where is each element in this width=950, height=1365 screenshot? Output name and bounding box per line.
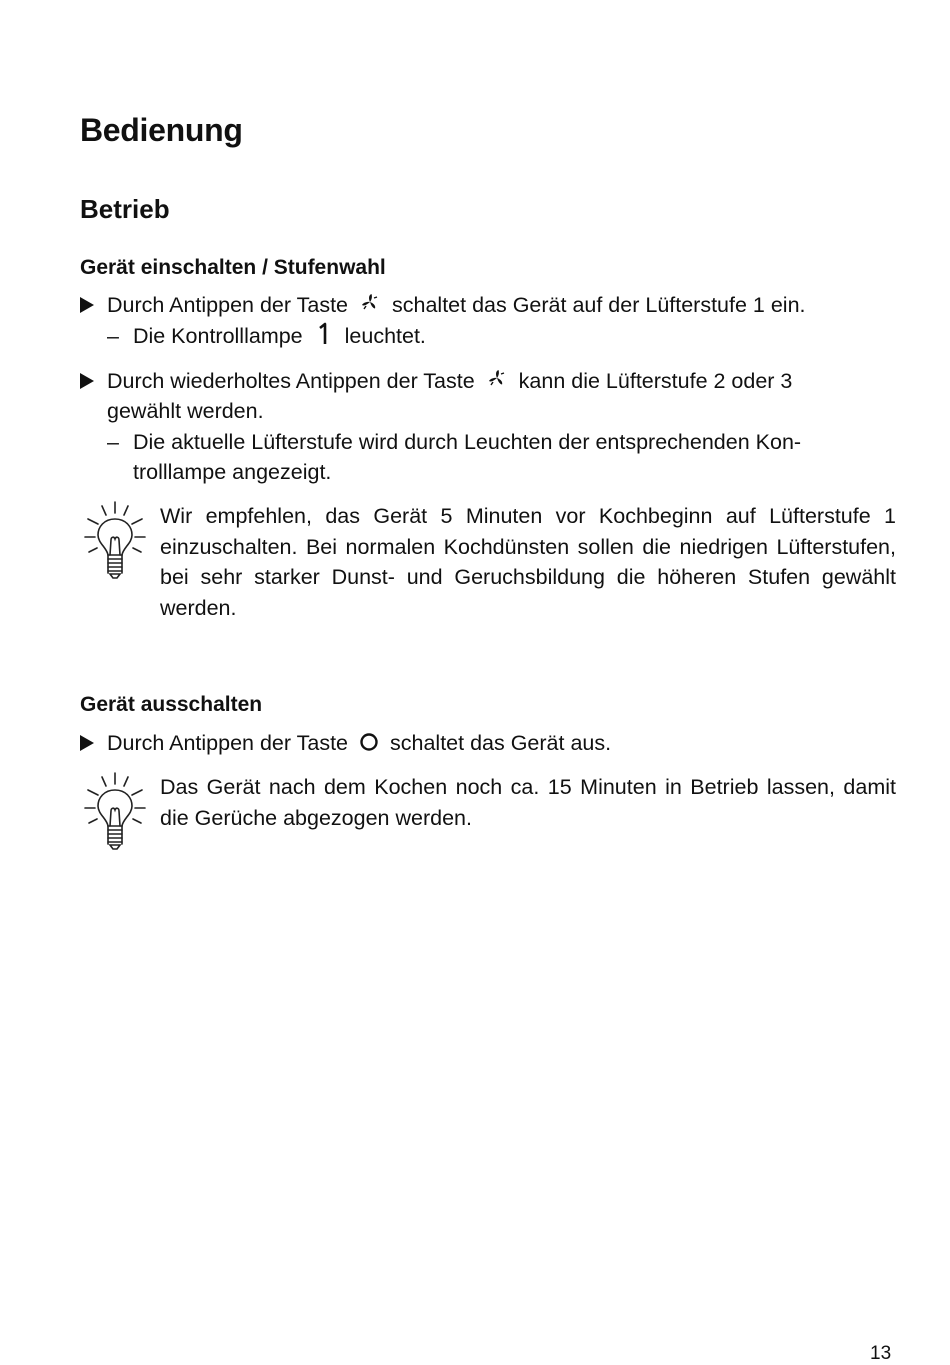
instruction-text: Durch Antippen der Taste bbox=[106, 731, 349, 755]
section-heading: Betrieb bbox=[80, 194, 170, 224]
dash-bullet: – bbox=[107, 430, 119, 454]
result-text: leuchtet. bbox=[344, 324, 426, 348]
instruction-step-off-1 bbox=[80, 728, 611, 758]
triangle-bullet-icon bbox=[80, 297, 94, 313]
result-step-on-2 bbox=[107, 427, 801, 457]
fan-icon bbox=[485, 367, 509, 391]
instruction-text: kann die Lüfterstufe 2 oder 3 bbox=[518, 369, 793, 393]
instruction-step-on-1 bbox=[80, 290, 806, 320]
subsection-heading-on: Gerät einschalten / Stufenwahl bbox=[80, 256, 386, 279]
result-step-on-1 bbox=[107, 321, 426, 351]
off-circle-icon bbox=[358, 731, 380, 753]
result-text: Die Kontrolllampe bbox=[132, 324, 303, 348]
digit-1-lamp-icon bbox=[315, 322, 333, 346]
result-step-on-2-cont: trolllampe angezeigt. bbox=[133, 460, 332, 484]
instruction-step-on-2 bbox=[80, 366, 792, 396]
subsection-heading-off: Gerät ausschalten bbox=[80, 693, 263, 716]
fan-icon bbox=[358, 291, 382, 315]
instruction-text: Durch wiederholtes Antippen der Taste bbox=[106, 369, 475, 393]
triangle-bullet-icon bbox=[80, 373, 94, 389]
instruction-text: schaltet das Gerät auf der Lüfterstufe 1 ein. bbox=[392, 293, 806, 317]
page-number: 13 bbox=[870, 1343, 892, 1364]
instruction-text: schaltet das Gerät aus. bbox=[390, 731, 612, 755]
lightbulb-icon bbox=[80, 771, 150, 851]
result-text: Die aktuelle Lüfterstufe wird durch Leuchten der entsprechenden Kon- bbox=[132, 430, 802, 454]
tip-note-off: Das Gerät nach dem Kochen noch ca. 15 Minuten in Betrieb lassen, damit die Gerüche abgezogen werden. bbox=[160, 775, 896, 830]
dash-bullet: – bbox=[107, 324, 119, 348]
instruction-text: Durch Antippen der Taste bbox=[106, 293, 349, 317]
tip-note-on: Wir empfehlen, das Gerät 5 Minuten vor Kochbeginn auf Lüfterstufe 1 einzuschalten. Bei normalen Kochdünsten sollen die niedrigen Lüfterstufen, bei sehr starker Dunst- und Geruchsbildung die höheren Stufen gewählt werden. bbox=[160, 504, 896, 620]
instruction-step-on-2-cont: gewählt werden. bbox=[107, 399, 264, 423]
lightbulb-icon bbox=[80, 500, 150, 580]
triangle-bullet-icon bbox=[80, 735, 94, 751]
page-title: Bedienung bbox=[80, 112, 243, 148]
